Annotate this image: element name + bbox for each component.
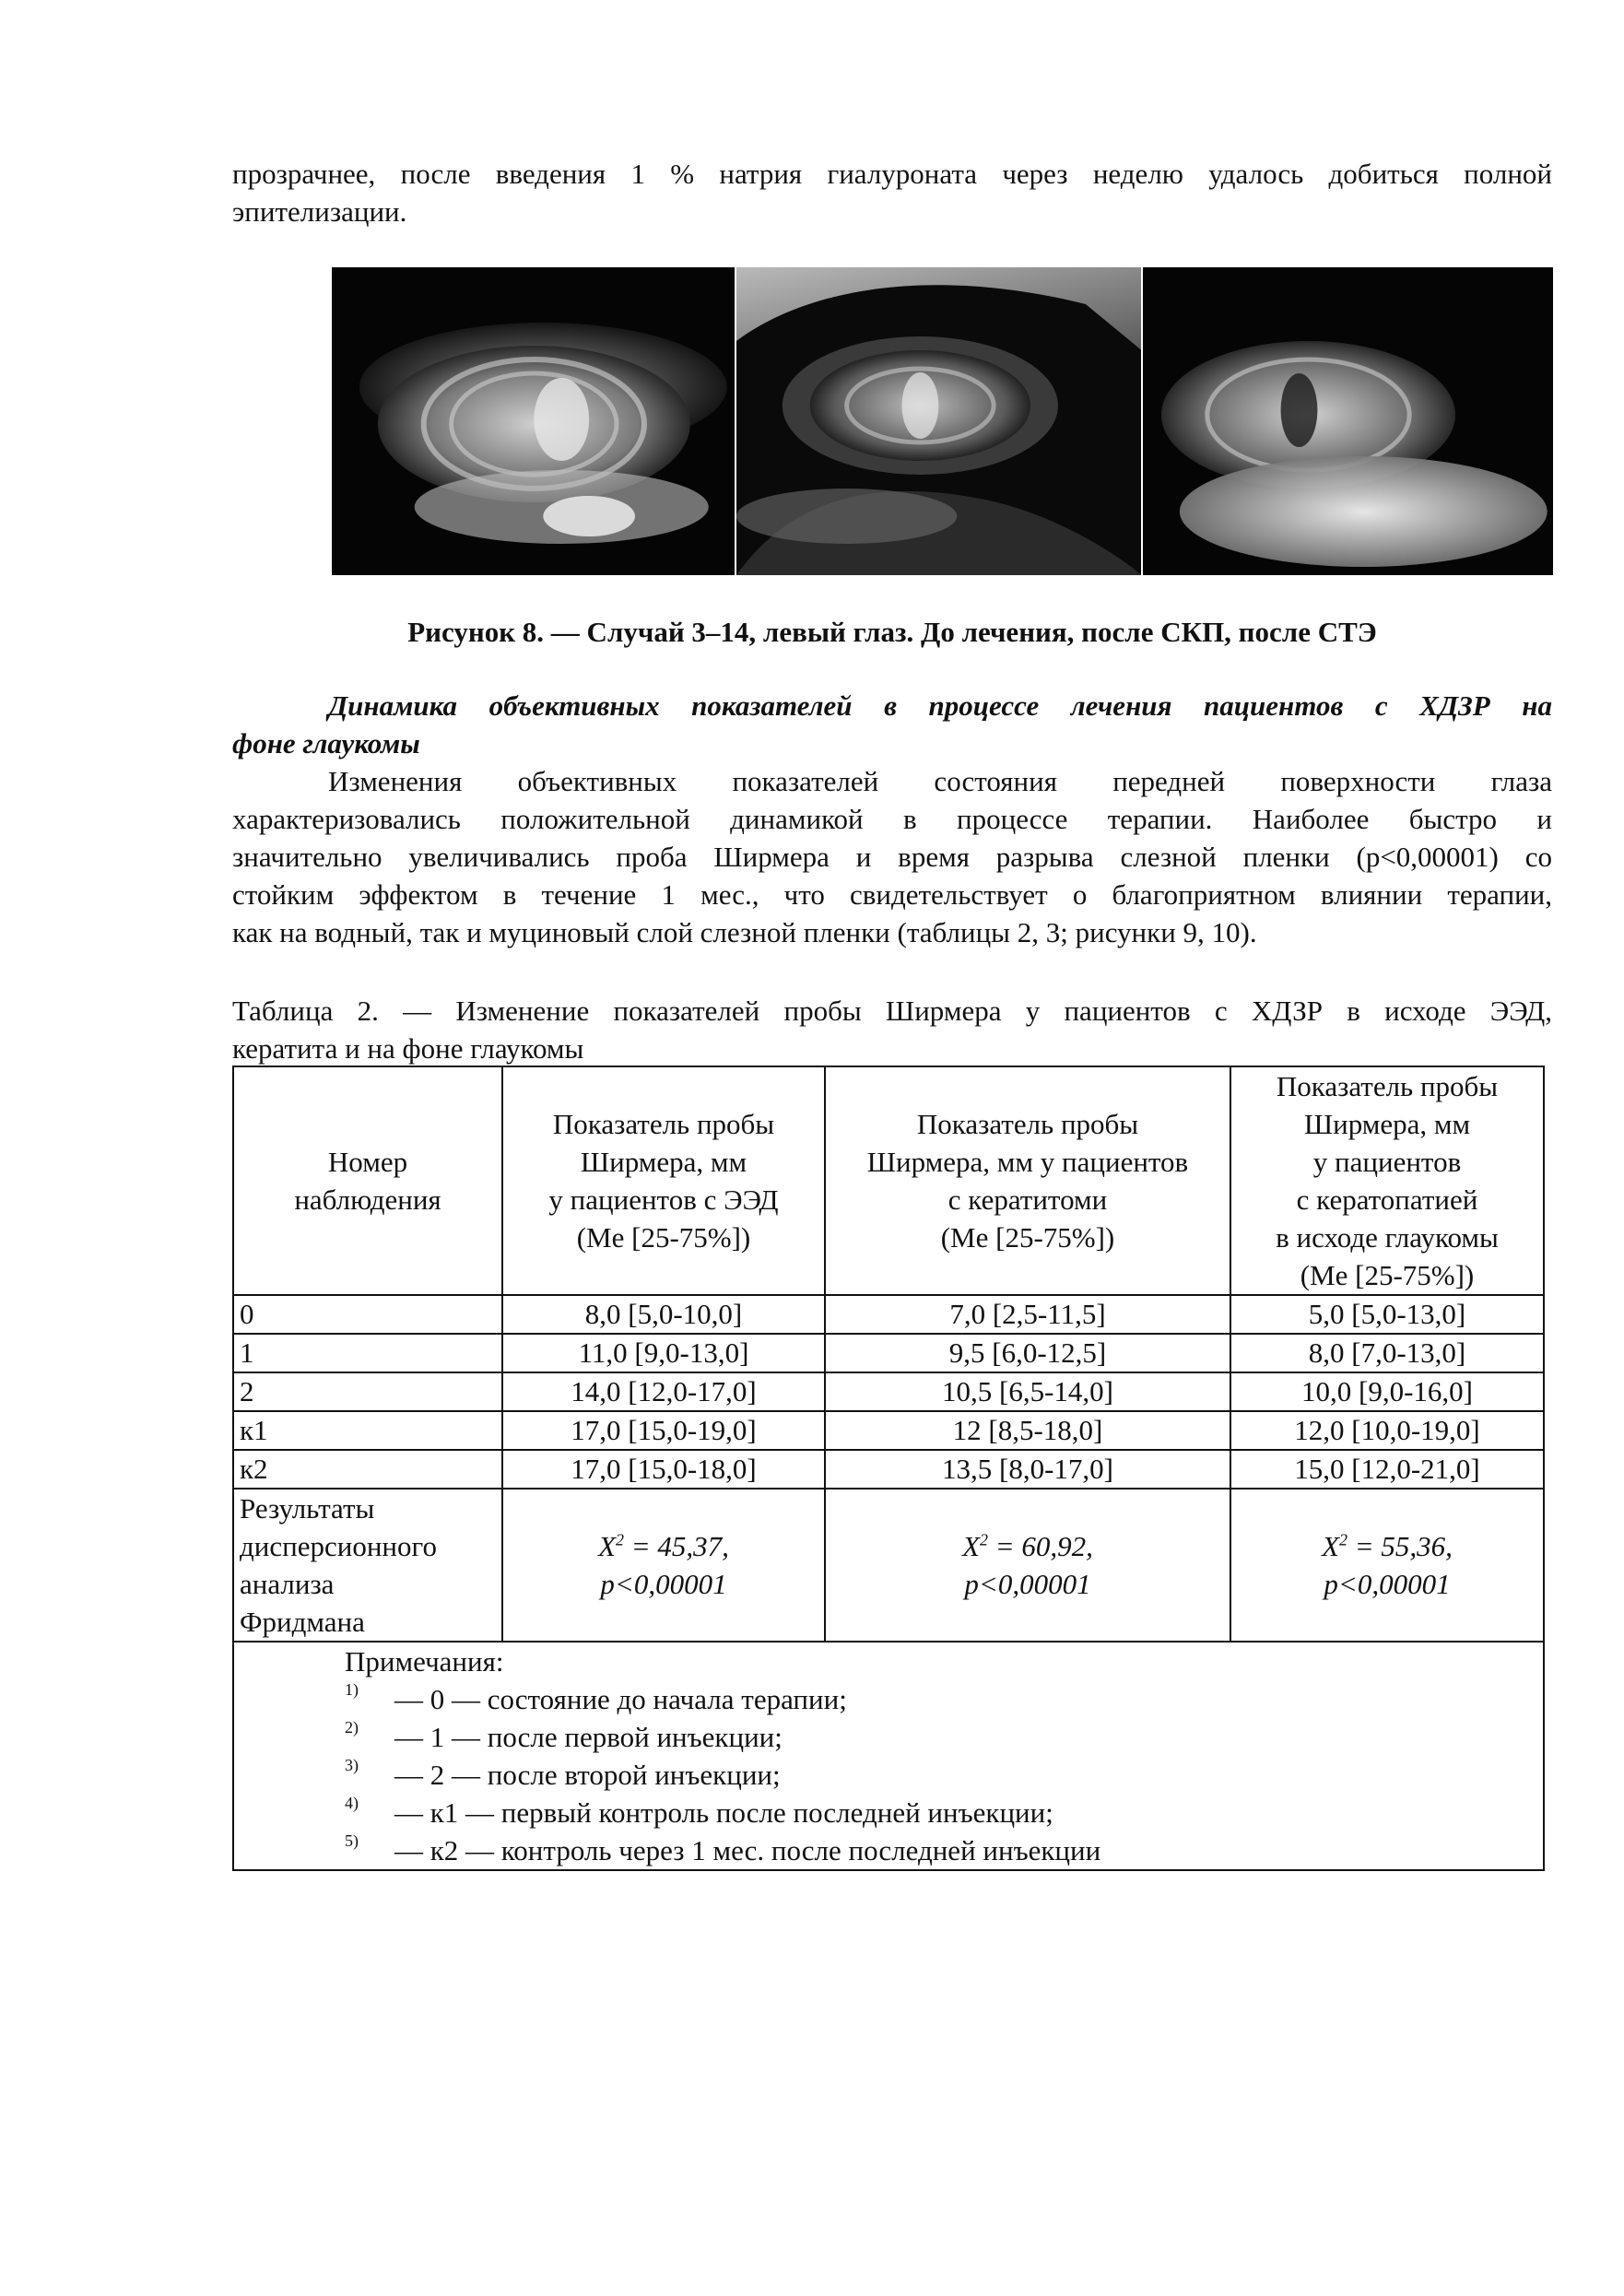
table-header-row	[233, 1066, 1544, 1295]
table-cell: 14,0 [12,0-17,0]	[502, 1372, 825, 1411]
notes-title: Примечания:	[345, 1645, 504, 1678]
heading-line: фоне глаукомы	[232, 727, 420, 759]
text-line: Изменения объективных показателей состояния передней поверхности глаза	[328, 765, 1552, 797]
table-cell: 17,0 [15,0-18,0]	[502, 1450, 825, 1489]
text-line: характеризовались положительной динамикой в процессе терапии. Наиболее быстро и	[232, 803, 1552, 835]
table-notes-row	[233, 1642, 1544, 1870]
friedman-stat-cell: $X^2 = 45,37$, p<0,00001	[502, 1489, 825, 1642]
friedman-stat-cell: $X^2 = 60,92$, p<0,00001	[825, 1489, 1230, 1642]
heading-line: Динамика объективных показателей в процессе лечения пациентов с ХДЗР на	[328, 689, 1552, 722]
table-cell: 13,5 [8,0-17,0]	[825, 1450, 1230, 1489]
table-cell: 11,0 [9,0-13,0]	[502, 1334, 825, 1372]
header-cell: Показатель пробы Ширмера, мм у пациентов с ЭЭД (Me [25-75%])	[502, 1066, 825, 1295]
header-cell: Показатель пробы Ширмера, мм у пациентов с кератопатией в исходе глаукомы (Me [25-75%])	[1230, 1066, 1544, 1295]
table-cell: 8,0 [5,0-10,0]	[502, 1295, 825, 1334]
table-cell: 12,0 [10,0-19,0]	[1230, 1411, 1544, 1450]
table-cell: 12 [8,5-18,0]	[825, 1411, 1230, 1450]
header-cell: Номер наблюдения	[233, 1066, 502, 1295]
row-label: 1	[233, 1334, 502, 1372]
table-row	[233, 1411, 1544, 1450]
eye-photo-after-skp	[736, 267, 1144, 575]
note-item: 5) — к2 — контроль через 1 мес. после последней инъекции	[345, 1831, 1101, 1866]
text-line: стойким эффектом в течение 1 мес., что свидетельствует о благоприятном влиянии терапии,	[232, 878, 1552, 911]
figure-photos	[332, 267, 1553, 575]
body-paragraph	[232, 762, 1552, 951]
schirmer-table	[232, 1066, 1545, 1871]
table-row	[233, 1372, 1544, 1411]
table-cell: 17,0 [15,0-19,0]	[502, 1411, 825, 1450]
table-cell: 7,0 [2,5-11,5]	[825, 1295, 1230, 1334]
section-heading	[232, 687, 1552, 762]
text-line: эпителизации.	[232, 195, 407, 228]
table-cell: 15,0 [12,0-21,0]	[1230, 1450, 1544, 1489]
table-notes	[233, 1642, 1544, 1870]
text-line: как на водный, так и муциновый слой слезной пленки (таблицы 2, 3; рисунки 9, 10).	[232, 916, 1257, 948]
figure-caption: Рисунок 8. — Случай 3–14, левый глаз. До лечения, после СКП, после СТЭ	[407, 616, 1377, 648]
table-cell: 10,5 [6,5-14,0]	[825, 1372, 1230, 1411]
note-item: 3) — 2 — после второй инъекции;	[345, 1756, 781, 1791]
eye-photo-before-treatment	[332, 267, 736, 575]
note-item: 4) — к1 — первый контроль после последней инъекции;	[345, 1794, 1053, 1829]
note-item: 2) — 1 — после первой инъекции;	[345, 1718, 783, 1753]
table-caption	[232, 992, 1552, 1067]
friedman-stat-cell: $X^2 = 55,36$, p<0,00001	[1230, 1489, 1544, 1642]
friedman-results-row	[233, 1489, 1544, 1642]
table-cell: 9,5 [6,0-12,5]	[825, 1334, 1230, 1372]
text-line: Таблица 2. — Изменение показателей пробы Ширмера у пациентов с ХДЗР в исходе ЭЭД,	[232, 995, 1552, 1027]
row-label: 2	[233, 1372, 502, 1411]
table-row	[233, 1450, 1544, 1489]
table-cell: 5,0 [5,0-13,0]	[1230, 1295, 1544, 1334]
text-line: прозрачнее, после введения 1 % натрия гиалуроната через неделю удалось добиться полной	[232, 158, 1552, 190]
row-label: 0	[233, 1295, 502, 1334]
row-label: к1	[233, 1411, 502, 1450]
intro-paragraph	[232, 155, 1552, 230]
table-cell: 8,0 [7,0-13,0]	[1230, 1334, 1544, 1372]
table-row	[233, 1295, 1544, 1334]
table-row	[233, 1334, 1544, 1372]
text-line: значительно увеличивались проба Ширмера и время разрыва слезной пленки (p<0,00001) со	[232, 841, 1552, 873]
text-line: кератита и на фоне глаукомы	[232, 1032, 584, 1065]
table-cell: 10,0 [9,0-16,0]	[1230, 1372, 1544, 1411]
row-label: к2	[233, 1450, 502, 1489]
eye-photo-after-ste	[1143, 267, 1553, 575]
row-label: Результаты дисперсионного анализа Фридмана	[233, 1489, 502, 1642]
note-item: 1) — 0 — состояние до начала терапии;	[345, 1680, 847, 1715]
header-cell: Показатель пробы Ширмера, мм у пациентов с кератитоми (Me [25-75%])	[825, 1066, 1230, 1295]
